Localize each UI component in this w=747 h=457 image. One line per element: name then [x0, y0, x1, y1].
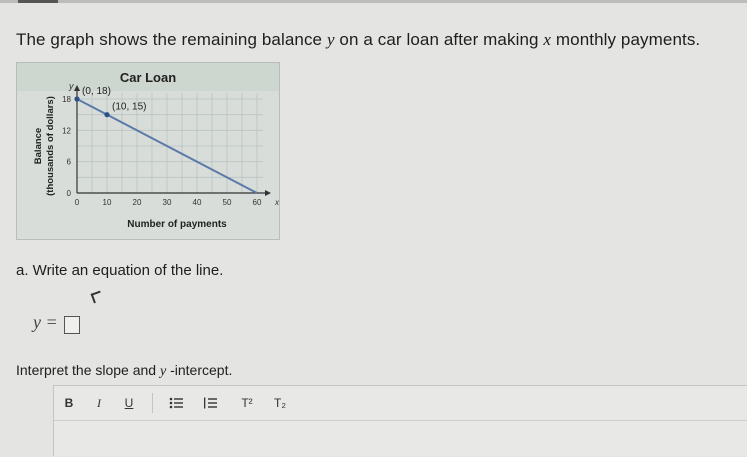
subscript-button[interactable]: T₂	[274, 396, 286, 410]
part-a-prompt: a. Write an equation of the line.	[16, 262, 224, 279]
x-tick-label: 40	[192, 198, 202, 207]
editor-toolbar	[54, 386, 747, 421]
interpret-prompt	[16, 362, 232, 380]
numbered-list-icon	[203, 397, 217, 409]
data-point-label: (10, 15)	[112, 101, 147, 113]
interpret-part: -intercept.	[166, 362, 233, 378]
equation-row	[33, 307, 80, 337]
chart-svg	[17, 63, 279, 239]
y-tick-label: 0	[66, 189, 71, 198]
x-tick-label: 10	[102, 198, 112, 207]
car-loan-graph	[16, 62, 280, 240]
variable-y: y	[326, 30, 335, 49]
question-text	[16, 30, 736, 50]
x-tick-label: 0	[74, 198, 80, 207]
x-axis-title: Number of payments	[127, 219, 227, 230]
data-point	[74, 96, 79, 101]
question-part: monthly payments.	[551, 30, 701, 49]
bold-button[interactable]: B	[64, 396, 74, 410]
interpret-part: Interpret the slope and	[16, 362, 160, 378]
variable-x: x	[543, 30, 552, 49]
data-point-label: (0, 18)	[82, 86, 111, 97]
bullet-list-icon	[169, 397, 183, 409]
data-point	[104, 112, 109, 117]
bullet-list-button[interactable]	[161, 391, 191, 415]
question-part: The graph shows the remaining balance	[16, 30, 327, 49]
italic-button[interactable]: I	[97, 395, 101, 410]
mouse-cursor-icon	[91, 291, 104, 304]
y-axis-title-line: Balance	[33, 127, 44, 165]
question-part: on a car loan after making	[334, 30, 544, 49]
toolbar-separator	[152, 393, 153, 413]
chart-title: Car Loan	[119, 70, 177, 85]
y-tick-label: 6	[66, 157, 71, 167]
underline-button[interactable]: U	[124, 396, 134, 410]
x-axis-letter: x	[275, 198, 279, 207]
y-axis-letter: y	[69, 81, 74, 91]
top-divider	[0, 0, 747, 3]
y-tick-label: 12	[62, 126, 71, 136]
y-axis-title-line: (thousands of dollars)	[45, 96, 56, 196]
y-tick-label: 18	[62, 95, 71, 104]
rich-text-editor	[53, 385, 747, 456]
x-tick-label: 60	[252, 198, 262, 207]
x-tick-label: 30	[162, 198, 172, 207]
equation-answer-box[interactable]	[64, 316, 80, 334]
x-axis-arrow	[265, 190, 271, 196]
y-axis-title	[33, 96, 56, 196]
variable-y: y	[160, 364, 167, 379]
answer-text-area[interactable]	[54, 421, 747, 457]
top-divider-mark	[18, 0, 58, 3]
superscript-button[interactable]: T²	[241, 396, 253, 410]
x-tick-label: 20	[132, 198, 142, 207]
numbered-list-button[interactable]	[191, 391, 229, 415]
equation-prefix: y =	[33, 311, 58, 332]
x-tick-label: 50	[222, 198, 232, 207]
